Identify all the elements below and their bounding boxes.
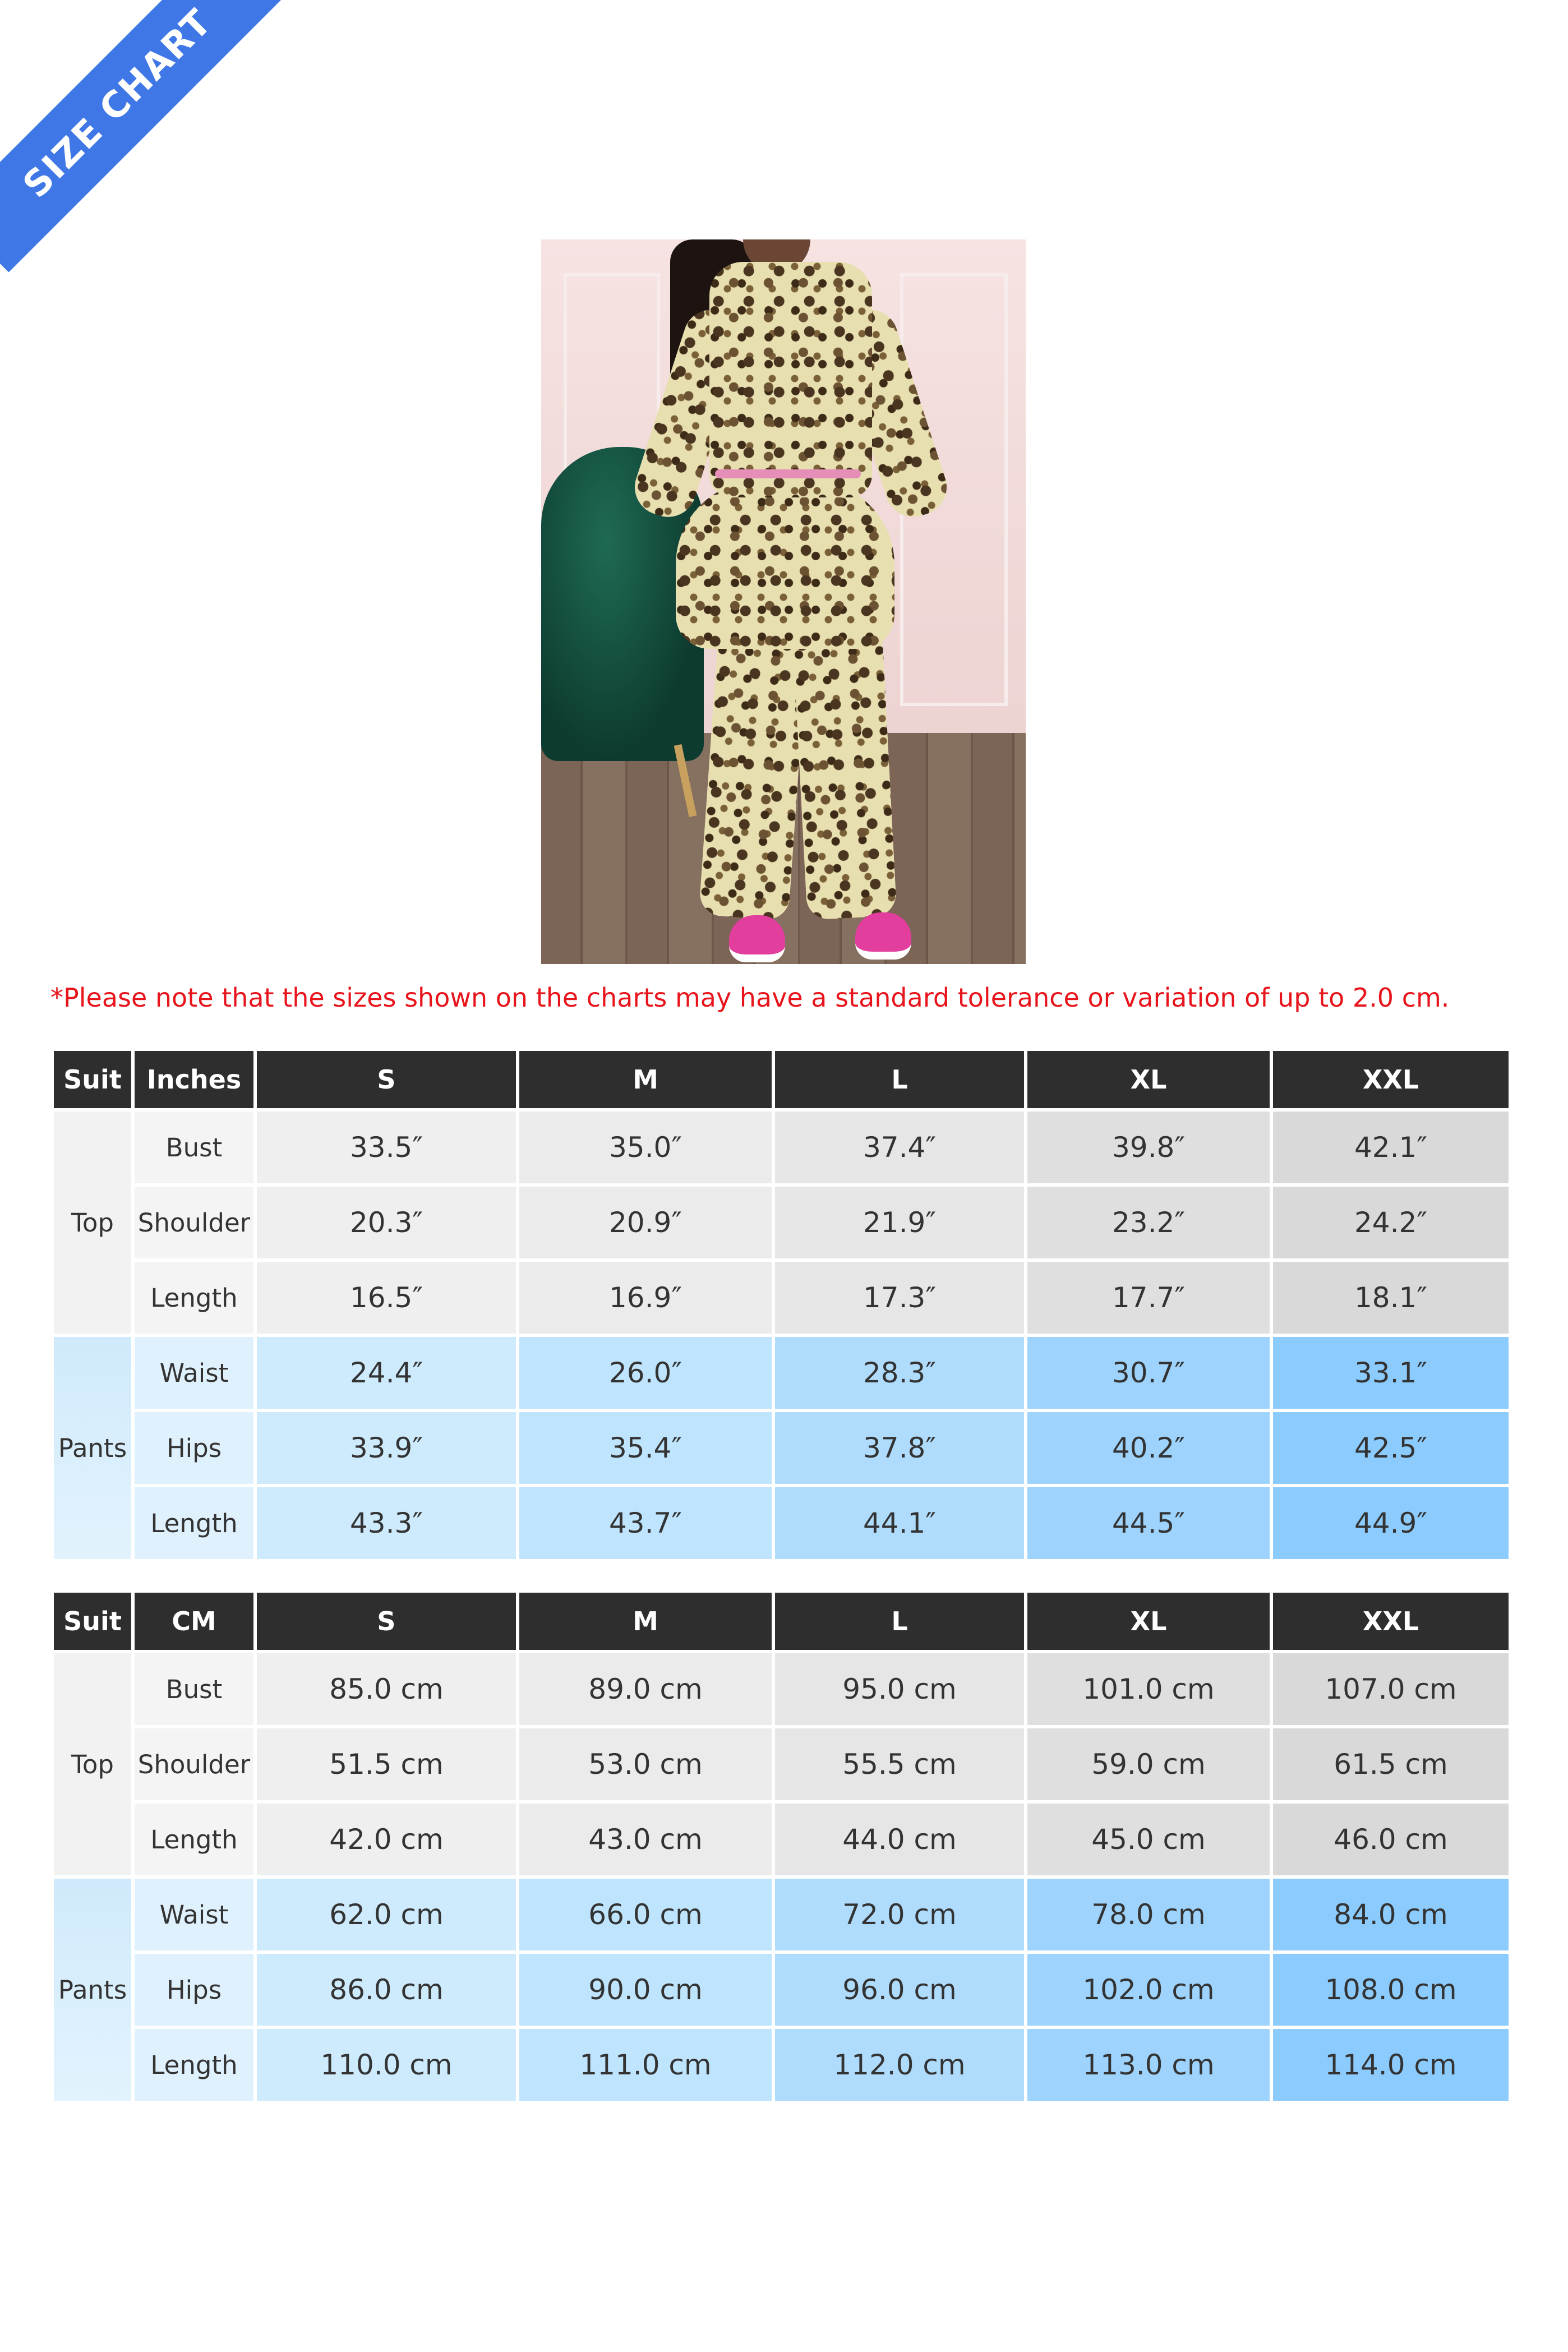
- measurement-label: Hips: [135, 1954, 253, 2026]
- table-row: [54, 1487, 1509, 1559]
- size-value-cell: 55.5 cm: [775, 1728, 1024, 1800]
- measurement-label: Hips: [135, 1412, 253, 1484]
- size-value-cell: 107.0 cm: [1273, 1653, 1509, 1725]
- measurement-label: Bust: [135, 1112, 253, 1183]
- measurement-label: Shoulder: [135, 1728, 253, 1800]
- size-value-cell: 35.4″: [519, 1412, 772, 1484]
- size-table-cm: [50, 1589, 1512, 2104]
- size-value-cell: 28.3″: [775, 1337, 1024, 1409]
- column-header: CM: [135, 1593, 253, 1650]
- size-value-cell: 16.5″: [257, 1262, 516, 1334]
- table-row: [54, 1262, 1509, 1334]
- column-header: L: [775, 1051, 1024, 1108]
- measurement-label: Bust: [135, 1653, 253, 1725]
- size-value-cell: 102.0 cm: [1027, 1954, 1270, 2026]
- size-value-cell: 46.0 cm: [1273, 1804, 1509, 1875]
- table-row: [54, 1804, 1509, 1875]
- column-header: Suit: [54, 1593, 131, 1650]
- column-header: L: [775, 1593, 1024, 1650]
- size-chart-ribbon: [0, 0, 287, 273]
- size-value-cell: 86.0 cm: [257, 1954, 516, 2026]
- size-value-cell: 78.0 cm: [1027, 1879, 1270, 1950]
- size-value-cell: 108.0 cm: [1273, 1954, 1509, 2026]
- size-value-cell: 23.2″: [1027, 1187, 1270, 1258]
- size-value-cell: 18.1″: [1273, 1262, 1509, 1334]
- size-value-cell: 62.0 cm: [257, 1879, 516, 1950]
- size-value-cell: 33.9″: [257, 1412, 516, 1484]
- table-row: [54, 1187, 1509, 1258]
- size-value-cell: 61.5 cm: [1273, 1728, 1509, 1800]
- size-value-cell: 95.0 cm: [775, 1653, 1024, 1725]
- measurement-label: Length: [135, 1804, 253, 1875]
- size-value-cell: 101.0 cm: [1027, 1653, 1270, 1725]
- table-row: [54, 1728, 1509, 1800]
- column-header: M: [519, 1051, 772, 1108]
- column-header: XXL: [1273, 1593, 1509, 1650]
- size-value-cell: 20.9″: [519, 1187, 772, 1258]
- size-value-cell: 89.0 cm: [519, 1653, 772, 1725]
- column-header: S: [257, 1051, 516, 1108]
- product-photo: [541, 239, 1026, 964]
- size-value-cell: 72.0 cm: [775, 1879, 1024, 1950]
- size-value-cell: 44.5″: [1027, 1487, 1270, 1559]
- size-value-cell: 42.1″: [1273, 1112, 1509, 1183]
- measurement-label: Length: [135, 2029, 253, 2101]
- table-row: [54, 1112, 1509, 1183]
- size-value-cell: 112.0 cm: [775, 2029, 1024, 2101]
- column-header: XL: [1027, 1593, 1270, 1650]
- table-row: [54, 1337, 1509, 1409]
- size-value-cell: 35.0″: [519, 1112, 772, 1183]
- size-value-cell: 43.0 cm: [519, 1804, 772, 1875]
- size-value-cell: 90.0 cm: [519, 1954, 772, 2026]
- table-row: [54, 2029, 1509, 2101]
- column-header: M: [519, 1593, 772, 1650]
- measurement-label: Waist: [135, 1337, 253, 1409]
- size-value-cell: 37.8″: [775, 1412, 1024, 1484]
- size-value-cell: 33.1″: [1273, 1337, 1509, 1409]
- column-header: XXL: [1273, 1051, 1509, 1108]
- size-value-cell: 26.0″: [519, 1337, 772, 1409]
- table-row: [54, 1879, 1509, 1950]
- size-value-cell: 66.0 cm: [519, 1879, 772, 1950]
- size-value-cell: 113.0 cm: [1027, 2029, 1270, 2101]
- table-row: [54, 1954, 1509, 2026]
- size-value-cell: 21.9″: [775, 1187, 1024, 1258]
- size-value-cell: 30.7″: [1027, 1337, 1270, 1409]
- size-value-cell: 45.0 cm: [1027, 1804, 1270, 1875]
- size-value-cell: 114.0 cm: [1273, 2029, 1509, 2101]
- measurement-label: Length: [135, 1487, 253, 1559]
- size-value-cell: 20.3″: [257, 1187, 516, 1258]
- size-value-cell: 40.2″: [1027, 1412, 1270, 1484]
- size-value-cell: 39.8″: [1027, 1112, 1270, 1183]
- size-value-cell: 43.3″: [257, 1487, 516, 1559]
- size-value-cell: 51.5 cm: [257, 1728, 516, 1800]
- size-value-cell: 42.0 cm: [257, 1804, 516, 1875]
- size-value-cell: 44.0 cm: [775, 1804, 1024, 1875]
- group-label: Pants: [54, 1337, 131, 1559]
- group-label: Pants: [54, 1879, 131, 2101]
- size-value-cell: 24.2″: [1273, 1187, 1509, 1258]
- size-value-cell: 84.0 cm: [1273, 1879, 1509, 1950]
- size-value-cell: 44.1″: [775, 1487, 1024, 1559]
- column-header: XL: [1027, 1051, 1270, 1108]
- size-value-cell: 17.3″: [775, 1262, 1024, 1334]
- size-value-cell: 33.5″: [257, 1112, 516, 1183]
- group-label: Top: [54, 1653, 131, 1875]
- column-header: Suit: [54, 1051, 131, 1108]
- size-value-cell: 16.9″: [519, 1262, 772, 1334]
- tolerance-note: *Please note that the sizes shown on the charts may have a standard tolerance or variation of up to 2.0 cm.: [50, 983, 1450, 1013]
- size-value-cell: 43.7″: [519, 1487, 772, 1559]
- size-value-cell: 53.0 cm: [519, 1728, 772, 1800]
- measurement-label: Length: [135, 1262, 253, 1334]
- group-label: Top: [54, 1112, 131, 1334]
- size-value-cell: 24.4″: [257, 1337, 516, 1409]
- size-value-cell: 85.0 cm: [257, 1653, 516, 1725]
- column-header: Inches: [135, 1051, 253, 1108]
- table-header-row: [54, 1051, 1509, 1108]
- measurement-label: Shoulder: [135, 1187, 253, 1258]
- size-value-cell: 111.0 cm: [519, 2029, 772, 2101]
- table-row: [54, 1412, 1509, 1484]
- size-value-cell: 110.0 cm: [257, 2029, 516, 2101]
- column-header: S: [257, 1593, 516, 1650]
- measurement-label: Waist: [135, 1879, 253, 1950]
- size-value-cell: 96.0 cm: [775, 1954, 1024, 2026]
- size-table-inches: [50, 1048, 1512, 1562]
- size-value-cell: 37.4″: [775, 1112, 1024, 1183]
- table-header-row: [54, 1593, 1509, 1650]
- ribbon-label: SIZE CHART: [15, 1, 220, 206]
- size-value-cell: 42.5″: [1273, 1412, 1509, 1484]
- size-value-cell: 44.9″: [1273, 1487, 1509, 1559]
- table-row: [54, 1653, 1509, 1725]
- size-value-cell: 17.7″: [1027, 1262, 1270, 1334]
- size-value-cell: 59.0 cm: [1027, 1728, 1270, 1800]
